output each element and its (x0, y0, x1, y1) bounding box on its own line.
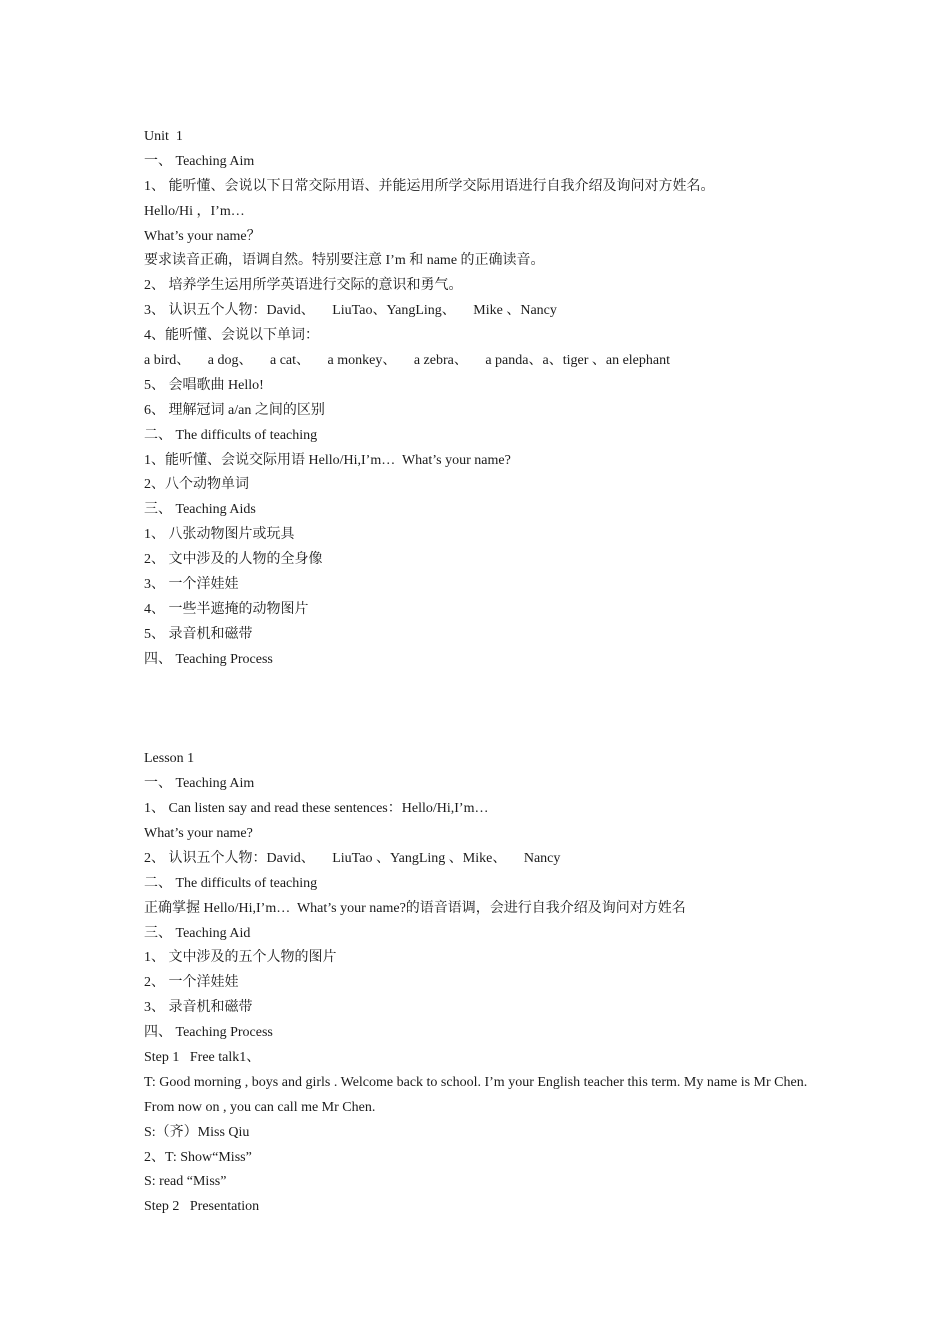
animal-word-list: a bird、 a dog、 a cat、 a monkey、 a zebra、 a panda、a、tiger 、an elephant (144, 353, 670, 369)
difficult-item-1: 1、能听懂、会说交际用语 Hello/Hi,I’m… What’s your name? (144, 452, 511, 468)
aid-item-1: 1、 八张动物图片或玩具 (144, 527, 295, 543)
student-read-miss: S: read “Miss” (144, 1174, 227, 1190)
lesson-aid-item-3: 3、 录音机和磁带 (144, 1000, 253, 1016)
unit-title: Unit 1 (144, 129, 183, 144)
step-1-heading: Step 1 Free talk1、 (144, 1049, 261, 1065)
phrase-hello: Hello/Hi ，I’m… (144, 203, 245, 219)
lesson-heading-teaching-aid: 三、 Teaching Aid (144, 925, 251, 941)
lesson-heading-teaching-process: 四、 Teaching Process (144, 1025, 273, 1041)
lesson-phrase-whats-your-name: What’s your name? (144, 825, 253, 841)
lesson-aid-item-1: 1、 文中涉及的五个人物的图片 (144, 950, 337, 966)
aim-item-2: 2、 培养学生运用所学英语进行交际的意识和勇气。 (144, 278, 463, 294)
aim-item-4: 4、能听懂、会说以下单词： (144, 328, 319, 344)
lesson-heading-difficults: 二、 The difficults of teaching (144, 875, 318, 891)
aim-item-6: 6、 理解冠词 a/an 之间的区别 (144, 402, 325, 418)
heading-teaching-aids: 三、 Teaching Aids (144, 502, 256, 518)
difficult-item-2: 2、八个动物单词 (144, 477, 249, 493)
aid-item-2: 2、 文中涉及的人物的全身像 (144, 552, 323, 568)
heading-teaching-process: 四、 Teaching Process (144, 651, 273, 667)
document-body (144, 125, 824, 1220)
aid-item-4: 4、 一些半遮掩的动物图片 (144, 601, 309, 617)
aid-item-3: 3、 一个洋娃娃 (144, 577, 239, 593)
lesson-difficult-text: 正确掌握 Hello/Hi,I’m… What’s your name?的语音语调，会进行自我介绍及询问对方姓名 (144, 900, 686, 916)
lesson-aim-item-1: 1、 Can listen say and read these sentences：Hello/Hi,I’m… (144, 801, 489, 817)
student-response: S:（齐）Miss Qiu (144, 1124, 250, 1140)
aim-item-5: 5、 会唱歌曲 Hello! (144, 377, 264, 393)
heading-difficults: 二、 The difficults of teaching (144, 427, 318, 443)
lesson-aid-item-2: 2、 一个洋娃娃 (144, 975, 239, 991)
lesson-aim-item-2: 2、 认识五个人物：David、 LiuTao 、YangLing 、Mike、 Nancy (144, 850, 561, 866)
section-spacer (144, 673, 824, 748)
pronunciation-note: 要求读音正确，语调自然。特别要注意 I’m 和 name 的正确读音。 (144, 253, 545, 269)
aim-item-3: 3、 认识五个人物：David、 LiuTao、YangLing、 Mike 、Nancy (144, 303, 557, 319)
teacher-greeting-paragraph: T: Good morning , boys and girls . Welcome back to school. I’m your English teacher this term. My name is Mr Chen. From now on , you can call me Mr Chen. (144, 1074, 808, 1115)
lesson-heading-teaching-aim: 一、 Teaching Aim (144, 776, 255, 792)
lesson-title: Lesson 1 (144, 751, 195, 767)
aid-item-5: 5、 录音机和磁带 (144, 626, 253, 642)
aim-item-1: 1、 能听懂、会说以下日常交际用语、并能运用所学交际用语进行自我介绍及询问对方姓名。 (144, 178, 715, 194)
teacher-show-miss: 2、T: Show“Miss” (144, 1149, 252, 1165)
step-2-heading: Step 2 Presentation (144, 1199, 260, 1215)
heading-teaching-aim: 一、 Teaching Aim (144, 153, 255, 169)
phrase-whats-your-name: What’s your name？ (144, 228, 261, 244)
